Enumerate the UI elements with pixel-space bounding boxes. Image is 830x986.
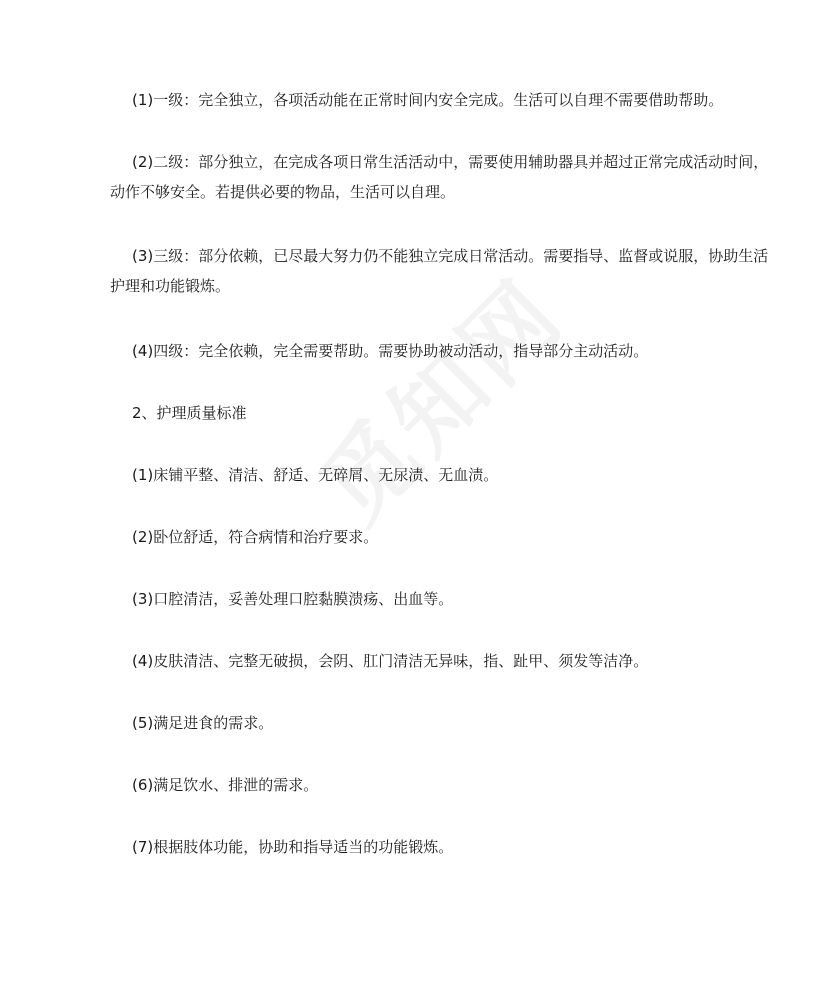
quality-item-3: (3)口腔清洁，妥善处理口腔黏膜溃疡、出血等。 xyxy=(132,590,454,608)
paragraph-level-3: (3)三级：部分依赖，已尽最大努力仍不能独立完成日常活动。需要指导、监督或说服，协助生活护理和功能锻炼。 xyxy=(110,247,769,295)
paragraph-level-2: (2)二级：部分独立，在完成各项日常生活活动中，需要使用辅助器具并超过正常完成活动时间，动作不够安全。若提供必要的物品，生活可以自理。 xyxy=(110,153,769,201)
quality-item-1: (1)床铺平整、清洁、舒适、无碎屑、无尿渍、无血渍。 xyxy=(132,466,499,484)
quality-item-2: (2)卧位舒适，符合病情和治疗要求。 xyxy=(132,528,379,546)
quality-item-7: (7)根据肢体功能，协助和指导适当的功能锻炼。 xyxy=(132,838,454,856)
quality-item-5: (5)满足进食的需求。 xyxy=(132,714,274,732)
paragraph-level-1: (1)一级：完全独立，各项活动能在正常时间内安全完成。生活可以自理不需要借助帮助。 xyxy=(132,91,724,109)
quality-item-4: (4)皮肤清洁、完整无破损，会阴、肛门清洁无异味，指、趾甲、须发等洁净。 xyxy=(132,652,649,670)
paragraph-level-4: (4)四级：完全依赖，完全需要帮助。需要协助被动活动，指导部分主动活动。 xyxy=(132,342,649,360)
quality-item-6: (6)满足饮水、排泄的需求。 xyxy=(132,776,319,794)
section-heading-nursing-quality: 2、护理质量标准 xyxy=(132,404,247,422)
